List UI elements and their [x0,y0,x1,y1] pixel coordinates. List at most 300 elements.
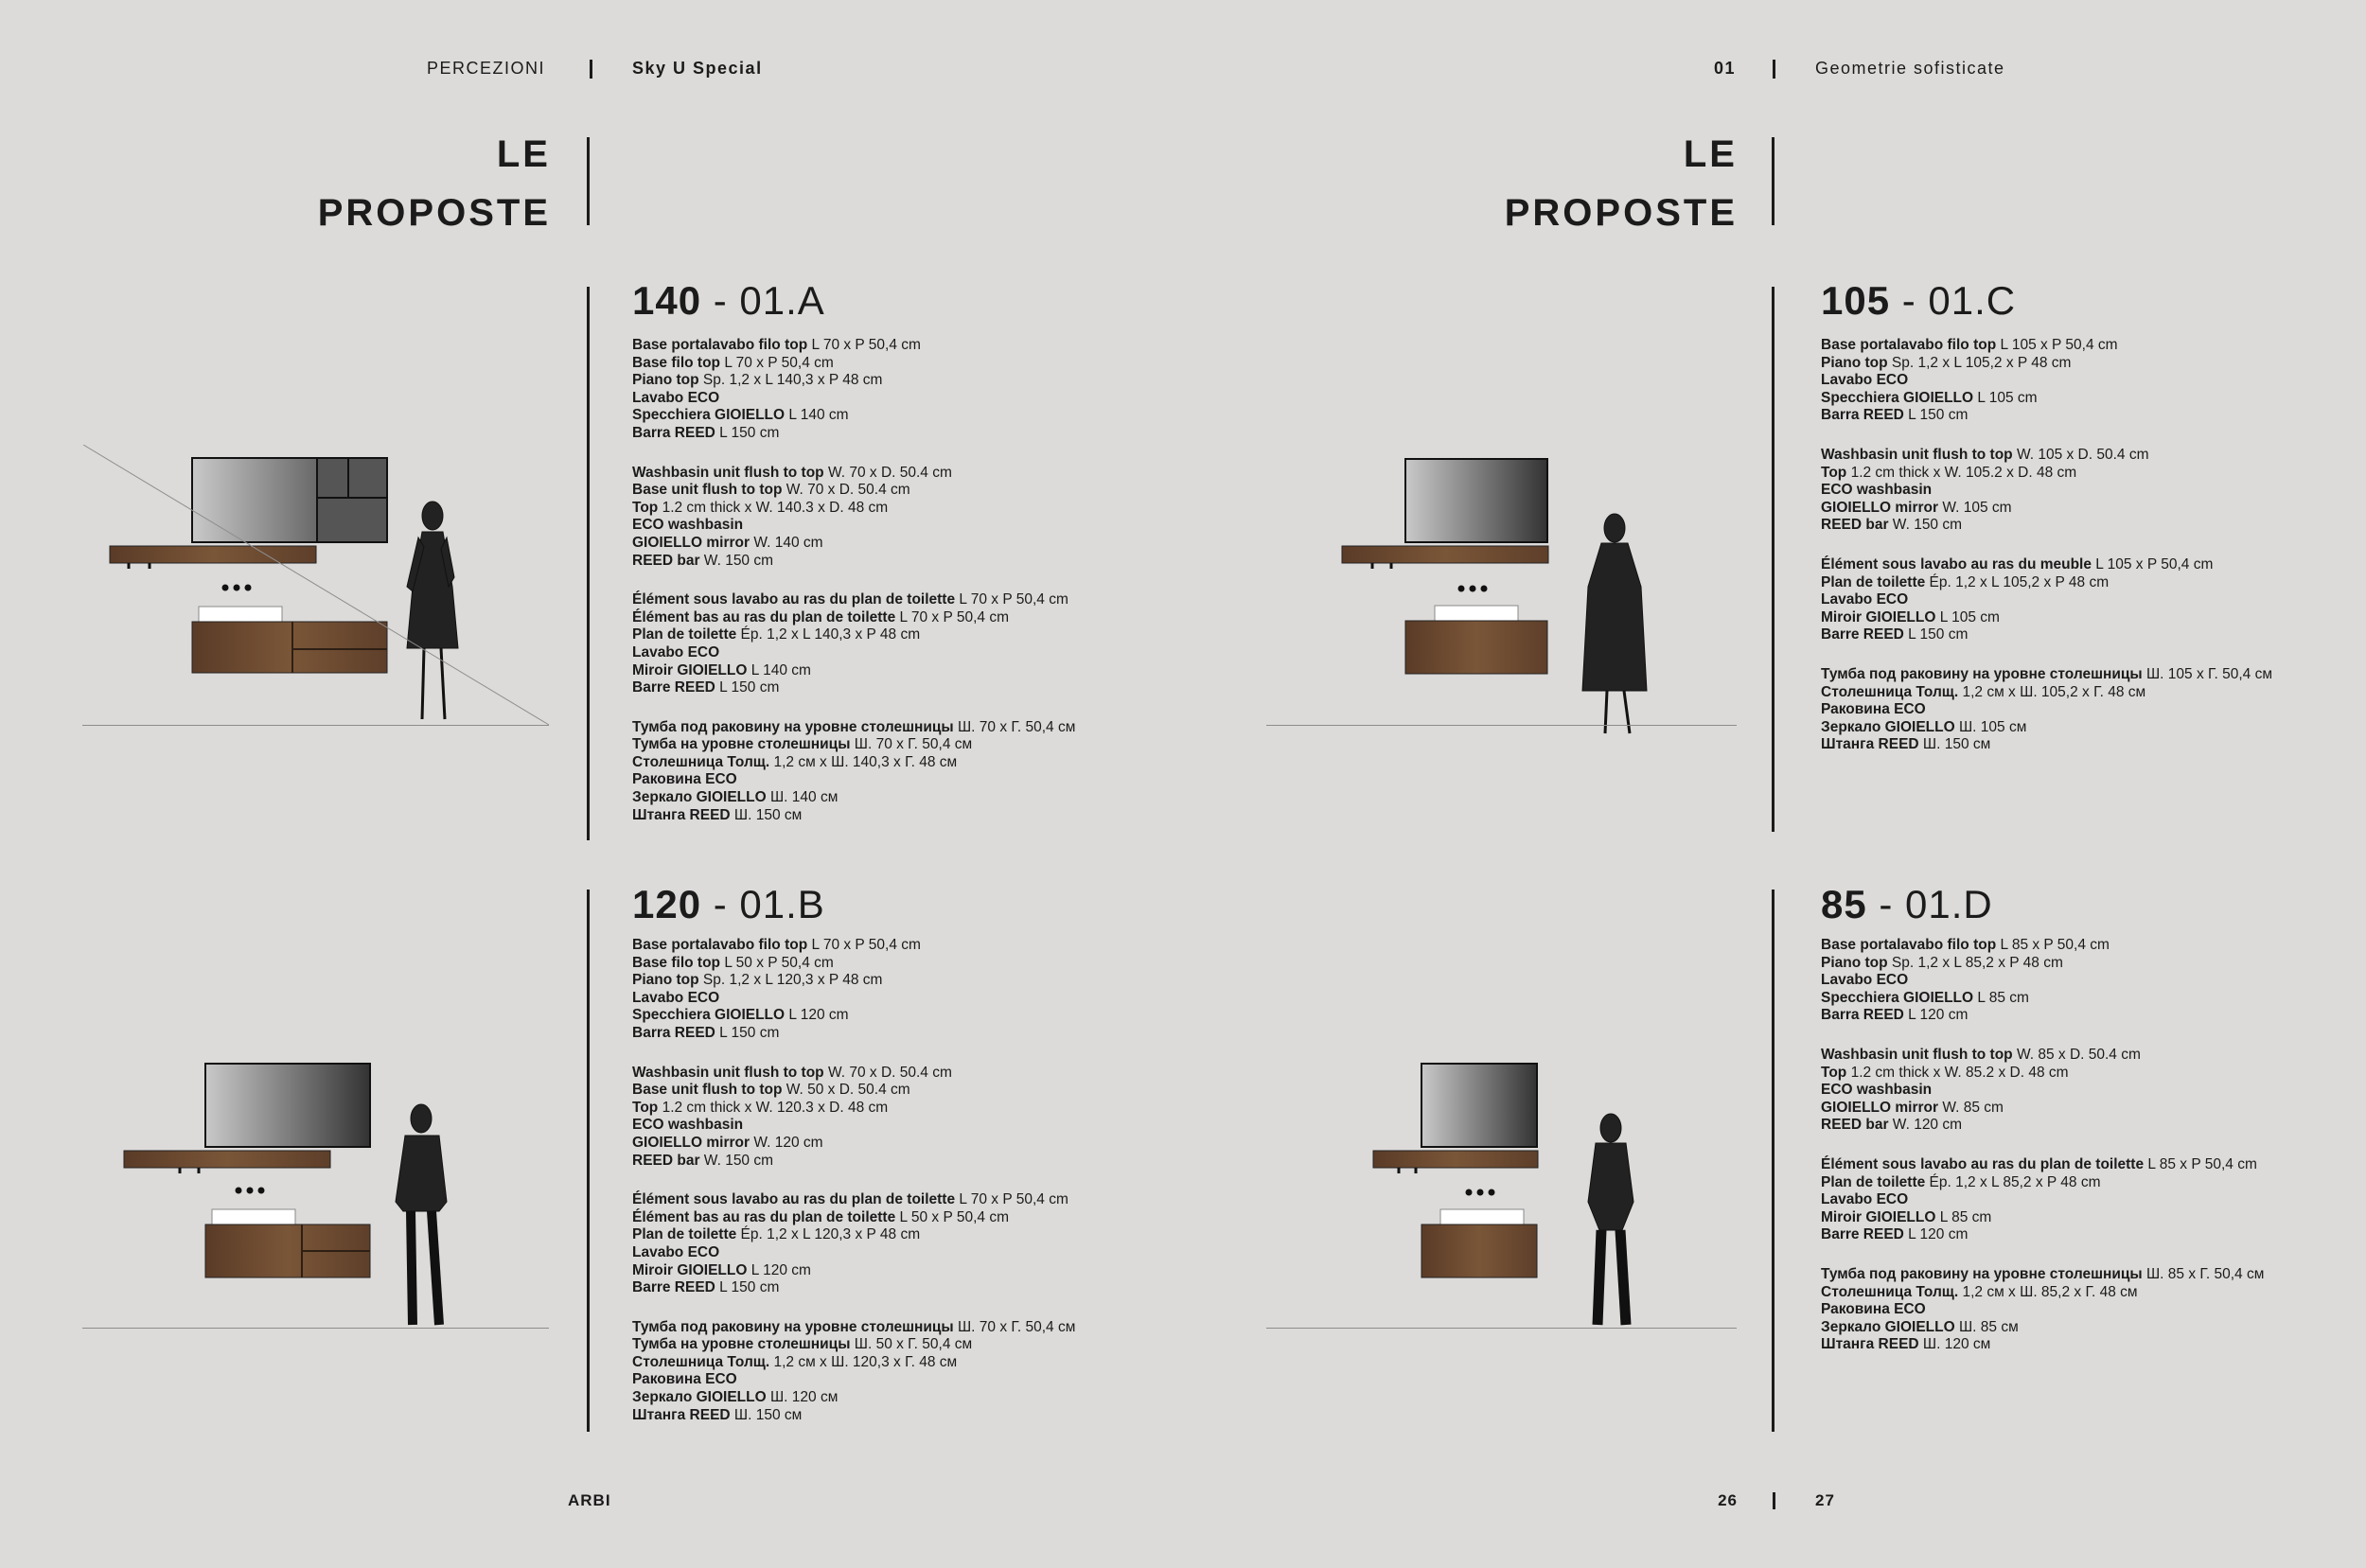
section-divider [1772,287,1774,832]
spec-line [632,1117,1075,1135]
mirror [1405,459,1547,542]
spec-line [1821,390,2272,408]
spec-item-dims: L 150 cm [1903,626,1969,643]
floor-line [82,1328,549,1329]
spec-line [632,465,1075,483]
spec-line [1821,990,2264,1008]
spec-line [1821,1336,2264,1354]
spec-item-dims: W. 105 x D. 50.4 cm [2012,446,2149,463]
spec-line [632,1336,1075,1354]
spec-line [1821,736,2272,754]
washbasin [199,607,282,622]
spec-item-name: REED bar [632,1152,700,1169]
footer-brand: ARBI [568,1491,611,1509]
spec-item-dims: L 150 cm [1903,407,1969,424]
spec-item-name: Lavabo ECO [1821,972,1909,989]
spec-line [1821,1301,2264,1319]
spec-item-dims: L 70 x P 50,4 cm [807,937,921,953]
spec-line [632,1354,1075,1372]
shelf [110,546,316,563]
spec-line [632,807,1075,825]
spec-item-dims: W. 70 x D. 50.4 cm [782,482,910,499]
floor-line [82,725,549,726]
spec-item-name: Barre REED [632,1279,715,1296]
spec-item-dims: Sp. 1,2 x L 85,2 x P 48 cm [1887,954,2063,971]
product-block-105 [1821,278,2272,776]
composition-illustration-120 [76,1041,568,1353]
spec-item-name: ECO washbasin [632,1117,744,1134]
spec-group [1821,447,2272,535]
spec-line [632,535,1075,553]
spec-item-dims: L 120 cm [1903,1226,1969,1243]
spec-item-name: Barre REED [632,679,715,696]
spec-item-name: Зеркало GIOIELLO [1821,1318,1955,1335]
spec-item-name: Base unit flush to top [632,1082,783,1099]
spec-item-dims: L 120 cm [1903,1007,1969,1024]
product-spec-list [1821,337,2272,754]
spec-line [1821,556,2272,574]
spec-line [632,1244,1075,1262]
shelf [1373,1151,1538,1168]
spec-line [1821,407,2272,425]
spec-line [632,789,1075,807]
spec-line [1821,574,2272,592]
spec-line [1821,1007,2264,1025]
spec-item-dims: L 150 cm [715,424,780,441]
spec-item-name: Specchiera GIOIELLO [1821,389,1974,406]
spec-item-name: Élément sous lavabo au ras du plan de toilette [632,591,956,608]
spec-group [1821,337,2272,425]
spec-item-dims: W. 50 x D. 50.4 cm [782,1082,910,1099]
spec-item-name: Lavabo ECO [1821,372,1909,389]
spec-item-dims: Ép. 1,2 x L 85,2 x P 48 cm [1925,1173,2101,1190]
spec-line [1821,1319,2264,1337]
header-divider [1773,60,1775,79]
spec-item-dims: W. 85 x D. 50.4 cm [2012,1046,2141,1063]
spec-item-name: Élément sous lavabo au ras du meuble [1821,555,2092,573]
spec-line [1821,1065,2264,1083]
mirror [1421,1064,1537,1147]
spec-line [1821,1209,2264,1227]
spec-item-dims: L 85 x P 50,4 cm [2144,1155,2257,1172]
product-code: 140 - 01.A [632,278,825,323]
spec-line [632,390,1075,408]
spec-line [632,754,1075,772]
spec-line [632,719,1075,737]
spec-line [632,1389,1075,1407]
spec-item-dims: Ш. 140 см [766,789,839,806]
title-divider [587,137,590,225]
spec-line [632,372,1075,390]
spec-line [1821,447,2272,465]
spec-group [1821,1266,2264,1354]
spec-item-name: Élément sous lavabo au ras du plan de toilette [632,1191,956,1208]
spec-item-dims: W. 70 x D. 50.4 cm [823,464,952,481]
spec-item-dims: L 70 x P 50,4 cm [955,591,1068,608]
spec-line [632,500,1075,518]
spec-item-dims: L 120 cm [747,1261,811,1278]
spec-item-name: Base portalavabo filo top [632,937,808,953]
spec-item-name: Lavabo ECO [632,643,720,661]
product-spec-list [632,937,1075,1424]
spec-item-name: Столешница Толщ. [1821,683,1959,700]
spec-item-name: Élément bas au ras du plan de toilette [632,608,896,625]
spec-line [1821,500,2272,518]
person-figure [407,502,458,719]
spec-item-dims: Ш. 150 см [730,806,803,823]
header-collection-label: Sky U Special [632,59,763,78]
spec-item-dims: L 105 x P 50,4 cm [1996,337,2118,353]
spec-item-name: Раковина ECO [1821,701,1926,718]
spec-item-dims: Ш. 85 х Г. 50,4 см [2142,1265,2265,1282]
product-code: 105 - 01.C [1821,278,2017,323]
spec-line [1821,1191,2264,1209]
spec-line [632,591,1075,609]
spec-item-dims: W. 120 cm [1888,1117,1963,1134]
spec-line [632,955,1075,973]
spec-item-name: ECO washbasin [1821,1082,1933,1099]
washbasin [212,1209,295,1224]
spec-line [632,1153,1075,1171]
spec-group [632,937,1075,1043]
spec-item-name: ECO washbasin [1821,482,1933,499]
spec-item-dims: L 70 x P 50,4 cm [955,1191,1068,1208]
spec-item-name: Plan de toilette [632,626,737,643]
spec-item-dims: Ш. 120 см [766,1389,839,1406]
spec-line [632,990,1075,1008]
spec-item-name: Штанга REED [632,806,731,823]
spec-line [1821,1266,2264,1284]
spec-line [632,337,1075,355]
spec-line [632,1100,1075,1118]
vanity-unit [192,622,387,673]
spec-item-name: Specchiera GIOIELLO [632,407,786,424]
spec-item-name: Раковина ECO [1821,1301,1926,1318]
spec-line [632,972,1075,990]
product-block-85 [1821,882,2264,1376]
spec-line [632,662,1075,680]
floor-line [1266,725,1737,726]
spec-item-name: Barra REED [632,1024,715,1041]
spec-item-name: Top [632,1099,659,1116]
spec-line [632,1065,1075,1083]
composition-illustration-140 [76,445,568,757]
spec-line [632,1135,1075,1153]
spec-line [632,736,1075,754]
mirror [205,1064,370,1147]
spec-line [1821,684,2272,702]
spec-item-dims: L 150 cm [715,1024,780,1041]
spec-item-name: Base portalavabo filo top [1821,937,1997,953]
spec-item-dims: L 85 cm [1973,989,2029,1006]
spec-item-name: Barra REED [1821,407,1904,424]
spec-item-name: Piano top [1821,954,1888,971]
spec-line [632,355,1075,373]
spec-line [632,1226,1075,1244]
spec-item-name: Washbasin unit flush to top [632,1064,824,1081]
spec-item-dims: Sp. 1,2 x L 105,2 x P 48 cm [1887,354,2072,371]
spec-item-name: Зеркало GIOIELLO [632,1389,767,1406]
spec-group [1821,1156,2264,1244]
spec-item-dims: W. 70 x D. 50.4 cm [823,1064,952,1081]
spec-item-name: ECO washbasin [632,517,744,534]
spec-line [1821,591,2272,609]
spec-item-dims: L 50 x P 50,4 cm [720,954,834,971]
spec-line [632,626,1075,644]
spec-item-name: Base portalavabo filo top [632,337,808,353]
spec-item-name: Столешница Толщ. [1821,1283,1959,1300]
spec-item-name: Piano top [632,972,699,989]
spec-line [1821,337,2272,355]
spec-item-name: REED bar [632,552,700,569]
spec-item-name: Раковина ECO [632,1371,737,1388]
spec-item-name: Miroir GIOIELLO [632,661,748,678]
spec-line [632,1407,1075,1425]
spec-item-name: Specchiera GIOIELLO [632,1007,786,1024]
spec-item-dims: L 105 x P 50,4 cm [2091,555,2214,573]
footer-divider [1773,1492,1775,1509]
spec-item-dims: W. 150 cm [699,552,774,569]
spec-item-dims: Ш. 50 х Г. 50,4 см [850,1336,973,1353]
spec-item-dims: L 70 x P 50,4 cm [807,337,921,353]
header-chapter-number: 01 [1713,59,1736,78]
spec-item-name: Тумба под раковину на уровне столешницы [1821,665,2143,682]
spec-item-dims: L 50 x P 50,4 cm [895,1208,1009,1225]
spec-item-dims: Ép. 1,2 x L 120,3 x P 48 cm [736,1226,921,1243]
spec-item-dims: 1,2 см х Ш. 105,2 х Г. 48 см [1958,683,2146,700]
spec-item-name: Штанга REED [1821,736,1919,753]
spec-group [632,465,1075,571]
spec-item-dims: Ш. 70 х Г. 50,4 см [850,736,973,753]
spec-item-dims: 1.2 cm thick x W. 85.2 x D. 48 cm [1846,1064,2069,1081]
spec-line [1821,972,2264,990]
spec-group [1821,666,2272,754]
spec-line [632,644,1075,662]
spec-group [1821,1047,2264,1135]
spec-group [632,1319,1075,1425]
spec-item-dims: Ш. 120 см [1918,1336,1991,1353]
spec-item-name: Base portalavabo filo top [1821,337,1997,353]
spec-item-name: Lavabo ECO [632,1243,720,1260]
spec-item-name: Зеркало GIOIELLO [1821,718,1955,735]
spec-group [632,591,1075,697]
spec-item-name: Washbasin unit flush to top [1821,1046,2013,1063]
spec-item-name: Miroir GIOIELLO [632,1261,748,1278]
spec-line [1821,1082,2264,1100]
spec-item-name: Тумба на уровне столешницы [632,1336,851,1353]
spec-item-name: Top [1821,464,1847,481]
spec-line [1821,355,2272,373]
spec-line [632,1319,1075,1337]
spec-line [632,771,1075,789]
spec-line [632,1082,1075,1100]
section-divider [587,890,590,1432]
spec-item-dims: W. 105 cm [1938,499,2012,516]
spec-item-name: Штанга REED [632,1406,731,1423]
person-figure [1582,514,1647,733]
spec-item-dims: W. 150 cm [1888,517,1963,534]
spec-item-dims: L 140 cm [747,661,811,678]
spec-line [1821,1117,2264,1135]
spec-item-name: GIOIELLO mirror [1821,499,1939,516]
spec-item-dims: Ш. 150 см [1918,736,1991,753]
spec-group [1821,556,2272,644]
person-figure [1588,1114,1633,1325]
spec-item-dims: L 70 x P 50,4 cm [895,608,1009,625]
header-chapter-title: Geometrie sofisticate [1815,59,2005,78]
page-number-right: 27 [1815,1491,1835,1509]
spec-item-dims: W. 140 cm [750,534,823,551]
spec-item-name: Miroir GIOIELLO [1821,608,1936,625]
spec-line [1821,719,2272,737]
product-code: 85 - 01.D [1821,882,1993,926]
spec-item-name: Тумба под раковину на уровне столешницы [632,718,954,735]
spec-item-dims: Ép. 1,2 x L 105,2 x P 48 cm [1925,573,2110,590]
product-block-120 [632,882,1075,1446]
spec-line [1821,517,2272,535]
spec-item-dims: L 85 x P 50,4 cm [1996,937,2110,953]
product-code: 120 - 01.B [632,882,825,926]
spec-item-dims: Ш. 105 см [1954,718,2027,735]
spec-line [632,679,1075,697]
spec-item-name: Plan de toilette [1821,573,1926,590]
spec-item-dims: Ш. 105 х Г. 50,4 см [2142,665,2273,682]
spec-group [632,1065,1075,1171]
spec-group [632,337,1075,443]
spec-item-dims: L 150 cm [715,679,780,696]
spec-item-name: Barra REED [1821,1007,1904,1024]
spec-line [632,1279,1075,1297]
spec-item-name: Barra REED [632,424,715,441]
spec-item-name: Piano top [1821,354,1888,371]
spec-item-name: REED bar [1821,517,1889,534]
page-title-right: LE PROPOSTE [1504,133,1738,234]
spec-line [1821,1284,2264,1302]
composition-illustration-85 [1259,1041,1751,1353]
page-title-left: LE PROPOSTE [317,133,551,234]
spec-item-dims: Sp. 1,2 x L 140,3 x P 48 cm [698,372,883,389]
spec-item-dims: Sp. 1,2 x L 120,3 x P 48 cm [698,972,883,989]
spec-item-dims: 1.2 cm thick x W. 105.2 x D. 48 cm [1846,464,2077,481]
spec-item-name: Тумба на уровне столешницы [632,736,851,753]
spec-line [1821,701,2272,719]
spec-line [632,1007,1075,1025]
spec-item-dims: W. 85 cm [1938,1099,2004,1116]
spec-item-dims: 1.2 cm thick x W. 120.3 x D. 48 cm [658,1099,889,1116]
spec-item-name: Base filo top [632,954,721,971]
floor-line [1266,1328,1737,1329]
spec-item-dims: Ш. 70 х Г. 50,4 см [953,718,1076,735]
spec-item-dims: Ш. 150 см [730,1406,803,1423]
spec-line [632,482,1075,500]
spec-line [1821,1156,2264,1174]
spec-item-dims: W. 150 cm [699,1152,774,1169]
spec-item-dims: Ép. 1,2 x L 140,3 x P 48 cm [736,626,921,643]
spec-line [1821,955,2264,973]
spec-item-name: Тумба под раковину на уровне столешницы [632,1318,954,1335]
spec-line [1821,1226,2264,1244]
vanity-unit [1405,621,1547,674]
shelf [1342,546,1548,563]
product-block-140 [632,278,1075,846]
section-divider [587,287,590,840]
spec-line [1821,465,2272,483]
spec-line [632,1191,1075,1209]
spec-line [632,1209,1075,1227]
product-spec-list [1821,937,2264,1354]
spec-line [1821,666,2272,684]
spec-item-dims: L 105 cm [1973,389,2038,406]
spec-item-name: Lavabo ECO [1821,1191,1909,1208]
spec-item-name: Lavabo ECO [632,389,720,406]
spec-item-name: Barre REED [1821,626,1904,643]
spec-item-name: Washbasin unit flush to top [1821,446,2013,463]
spec-item-name: Штанга REED [1821,1336,1919,1353]
spec-item-dims: Ш. 70 х Г. 50,4 см [953,1318,1076,1335]
spec-item-name: Зеркало GIOIELLO [632,789,767,806]
spec-item-name: Élément sous lavabo au ras du plan de toilette [1821,1155,2145,1172]
spec-line [1821,1100,2264,1118]
spec-line [632,1371,1075,1389]
spec-item-dims: L 70 x P 50,4 cm [720,354,834,371]
spec-item-name: Lavabo ECO [632,989,720,1006]
spec-item-dims: L 150 cm [715,1279,780,1296]
spec-item-name: Lavabo ECO [1821,591,1909,608]
person-figure [396,1104,447,1325]
spec-item-dims: L 105 cm [1935,608,2000,625]
spec-line [632,1025,1075,1043]
spec-item-dims: L 85 cm [1935,1208,1992,1225]
spec-item-dims: 1,2 см х Ш. 140,3 х Г. 48 см [769,753,958,770]
spec-item-name: Тумба под раковину на уровне столешницы [1821,1265,2143,1282]
spec-group [632,719,1075,825]
section-divider [1772,890,1774,1432]
spec-line [1821,937,2264,955]
washbasin [1440,1209,1524,1224]
spec-item-name: Piano top [632,372,699,389]
spec-item-dims: 1.2 cm thick x W. 140.3 x D. 48 cm [658,499,889,516]
spec-group [1821,937,2264,1025]
washbasin [1435,606,1518,621]
title-divider [1772,137,1774,225]
spec-line [632,553,1075,571]
shelf [124,1151,330,1168]
spec-line [1821,626,2272,644]
spec-item-name: Specchiera GIOIELLO [1821,989,1974,1006]
header-divider [590,60,592,79]
header-section-label: PERCEZIONI [427,59,546,78]
spec-item-name: Base unit flush to top [632,482,783,499]
spec-item-name: Miroir GIOIELLO [1821,1208,1936,1225]
spec-item-dims: 1,2 см х Ш. 85,2 х Г. 48 см [1958,1283,2138,1300]
spec-item-name: Base filo top [632,354,721,371]
spec-group [632,1191,1075,1297]
spec-item-dims: L 140 cm [785,407,849,424]
spec-item-name: Top [632,499,659,516]
spec-line [632,1262,1075,1280]
spec-item-name: Столешница Толщ. [632,1353,770,1370]
spec-item-name: GIOIELLO mirror [632,534,750,551]
vanity-unit [1421,1224,1537,1277]
spec-item-name: Washbasin unit flush to top [632,464,824,481]
spec-line [632,407,1075,425]
spec-item-name: Élément bas au ras du plan de toilette [632,1208,896,1225]
spec-item-name: Barre REED [1821,1226,1904,1243]
spec-line [1821,1174,2264,1192]
product-spec-list [632,337,1075,824]
spec-item-name: Top [1821,1064,1847,1081]
spec-line [632,609,1075,627]
